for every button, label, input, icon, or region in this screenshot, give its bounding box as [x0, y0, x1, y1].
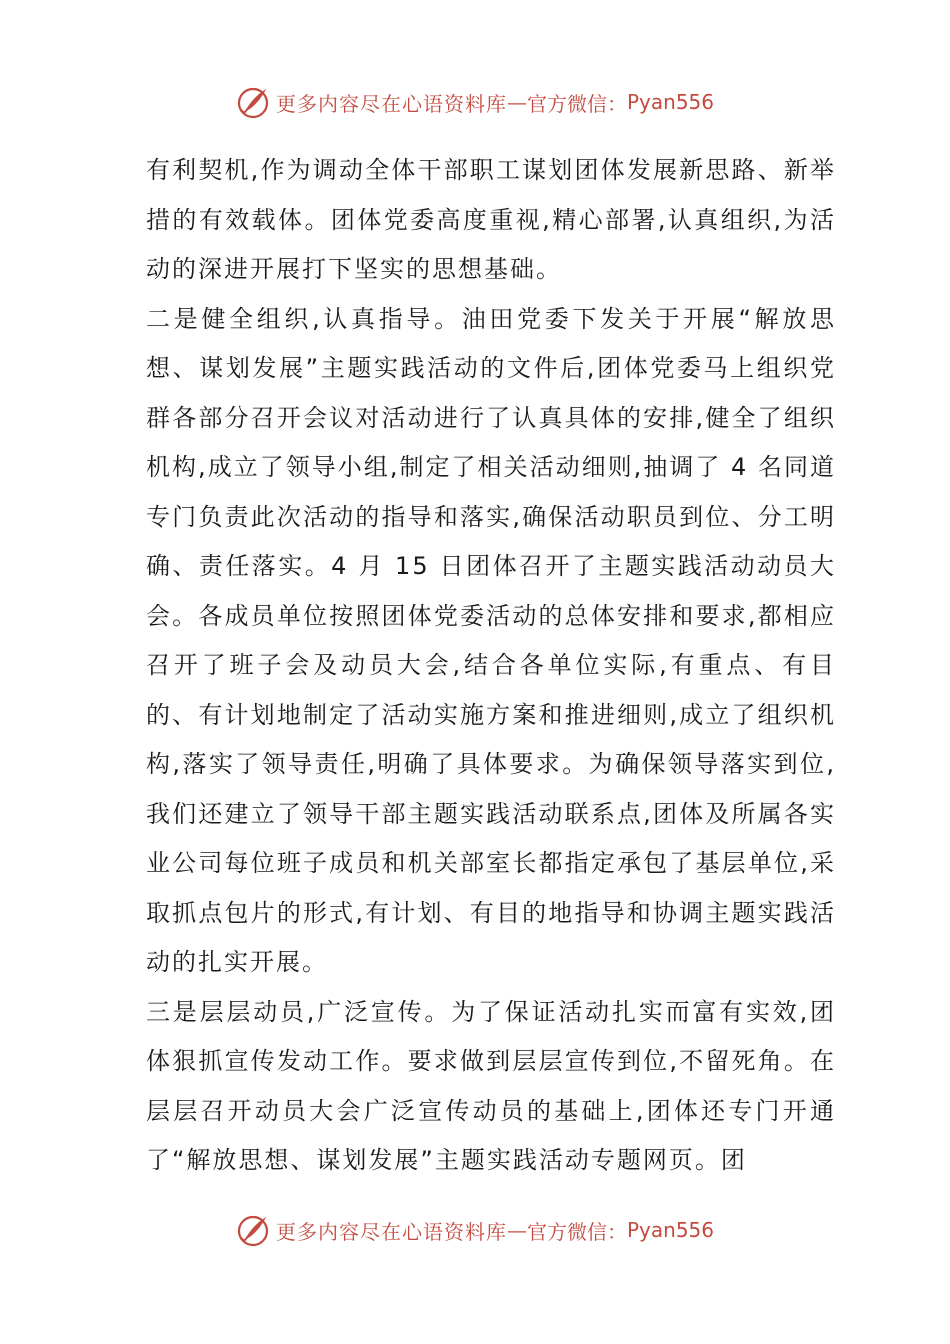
footer-brand-text: 更多内容尽在心语资料库 — [275, 1219, 507, 1244]
paragraph-2: 二是健全组织,认真指导。油田党委下发关于开展“解放思想、谋划发展”主题实践活动的文件后,团体党委马上组织党群各部分召开会议对活动进行了认真具体的安排,健全了组织机构,成立了领导小组,制定了相关活动细则,抽调了 4 名同道专门负责此次活动的指导和落实,确保活动职员到位、分工明确、责任落实。4 月 15 日团体召开了主题实践活动动员大会。各成员单位按照团体党委活动的总体安排和要求,都相应召开了班子会及动员大会,结合各单位实际,有重点、有目的、有计划地制定了活动实施方案和推进细则,成立了组织机构,落实了领导责任,明确了具体要求。为确保领导落实到位,我们还建立了领导干部主题实践活动联系点,团体及所属各实业公司每位班子成员和机关部室长都指定承包了基层单位,采取抓点包片的形式,有计划、有目的地指导和协调主题实践活动的扎实开展。 — [146, 304, 836, 976]
footer-dash: — — [506, 1218, 527, 1242]
paragraph-1: 有利契机,作为调动全体干部职工谋划团体发展新思路、新举措的有效载体。团体党委高度重视,精心部署,认真组织,为活动的深进开展打下坚实的思想基础。 — [146, 156, 836, 283]
feather-pen-icon — [236, 85, 270, 119]
document-body — [146, 146, 836, 1186]
paragraph-3: 三是层层动员,广泛宣传。为了保证活动扎实而富有实效,团体狠抓宣传发动工作。要求做到层层宣传到位,不留死角。在层层召开动员大会广泛宣传动员的基础上,团体还专门开通了“解放思想、谋划发展”主题实践活动专题网页。团 — [146, 997, 836, 1174]
header-wechat-label: 官方微信： — [526, 91, 627, 116]
header-banner — [0, 82, 950, 122]
header-brand-text: 更多内容尽在心语资料库 — [275, 91, 507, 116]
footer-wechat-id: Pyan556 — [626, 1218, 714, 1242]
header-dash: — — [506, 90, 527, 114]
feather-pen-icon — [236, 1213, 270, 1247]
footer-wechat-label: 官方微信： — [526, 1219, 627, 1244]
header-wechat-id: Pyan556 — [626, 90, 714, 114]
footer-banner — [0, 1210, 950, 1250]
